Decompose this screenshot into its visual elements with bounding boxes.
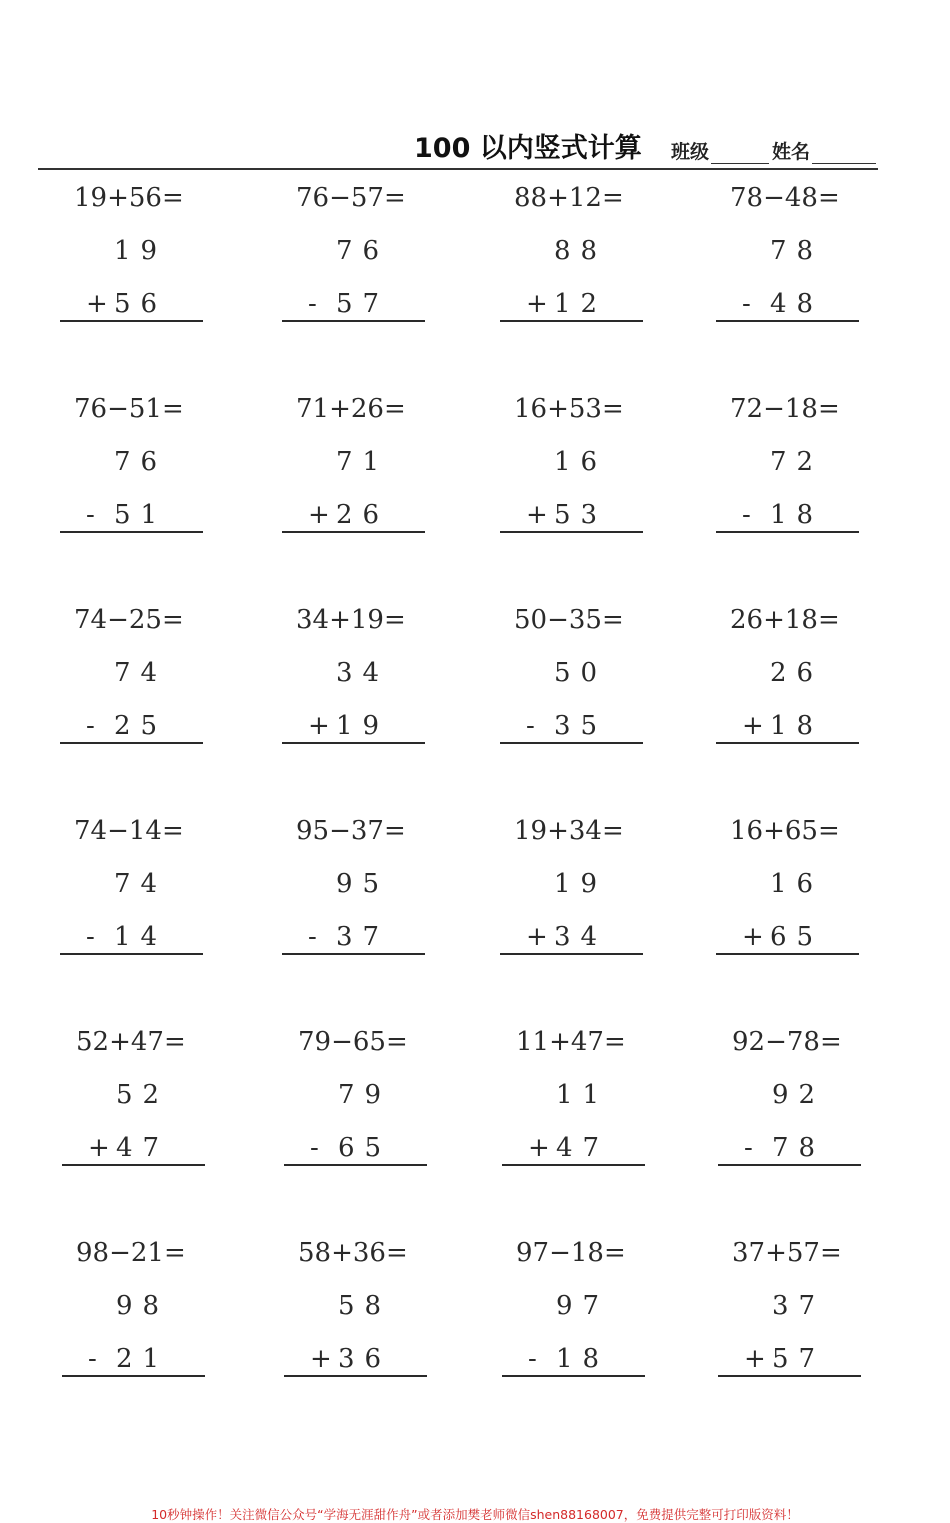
bottom-number: 34: [554, 922, 608, 952]
name-blank-line: [812, 143, 876, 164]
header-divider: [38, 168, 878, 170]
answer-line: [60, 320, 203, 322]
problem-expression: 74−14=: [74, 816, 184, 846]
answer-line: [716, 742, 859, 744]
footer-promo-text: 10秒钟操作！关注微信公众号“学海无涯甜作舟”或者添加樊老师微信shen88168007，免费提供完整可打印版资料！: [151, 1507, 799, 1522]
top-number: 11: [556, 1080, 610, 1110]
problem-cell: [500, 814, 650, 974]
bottom-number: 51: [114, 500, 168, 530]
top-number: 92: [772, 1080, 826, 1110]
answer-line: [500, 531, 643, 533]
bottom-row: [308, 498, 389, 532]
operator-sign: +: [308, 500, 330, 530]
operator-sign: +: [88, 1133, 110, 1163]
problem-cell: [716, 814, 866, 974]
operator-sign: +: [308, 711, 330, 741]
class-field: [671, 137, 769, 164]
bottom-row: [742, 709, 823, 743]
bottom-row: [742, 498, 823, 532]
problem-cell: [60, 392, 210, 552]
problem-expression: 50−35=: [514, 605, 624, 635]
bottom-number: 65: [770, 922, 824, 952]
problem-expression: 76−57=: [296, 183, 406, 213]
operator-sign: -: [526, 711, 535, 741]
top-number: 98: [116, 1291, 170, 1321]
answer-line: [282, 742, 425, 744]
problem-expression: 26+18=: [730, 605, 840, 635]
bottom-number: 19: [336, 711, 390, 741]
problem-expression: 19+56=: [74, 183, 184, 213]
top-number: 52: [116, 1080, 170, 1110]
top-number: 72: [770, 447, 824, 477]
operator-sign: -: [88, 1344, 97, 1374]
operator-sign: +: [742, 711, 764, 741]
top-number: 71: [336, 447, 390, 477]
bottom-row: [742, 920, 823, 954]
top-number: 74: [114, 869, 168, 899]
problem-cell: [60, 181, 210, 341]
answer-line: [282, 531, 425, 533]
answer-line: [500, 953, 643, 955]
bottom-number: 36: [338, 1344, 392, 1374]
problem-expression: 92−78=: [732, 1027, 842, 1057]
top-number: 76: [336, 236, 390, 266]
bottom-number: 18: [556, 1344, 610, 1374]
bottom-number: 78: [772, 1133, 826, 1163]
answer-line: [502, 1164, 645, 1166]
operator-sign: -: [528, 1344, 537, 1374]
problem-cell: [500, 603, 650, 763]
bottom-number: 48: [770, 289, 824, 319]
bottom-row: [310, 1342, 391, 1376]
problem-cell: [282, 392, 432, 552]
problem-cell: [500, 181, 650, 341]
bottom-row: [86, 709, 167, 743]
problem-cell: [282, 603, 432, 763]
bottom-number: 56: [114, 289, 168, 319]
operator-sign: +: [310, 1344, 332, 1374]
bottom-number: 65: [338, 1133, 392, 1163]
answer-line: [60, 531, 203, 533]
answer-line: [284, 1375, 427, 1377]
problem-cell: [60, 814, 210, 974]
problem-cell: [60, 603, 210, 763]
problem-expression: 78−48=: [730, 183, 840, 213]
bottom-number: 18: [770, 711, 824, 741]
bottom-number: 35: [554, 711, 608, 741]
bottom-row: [526, 920, 607, 954]
answer-line: [716, 531, 859, 533]
operator-sign: -: [86, 922, 95, 952]
operator-sign: -: [744, 1133, 753, 1163]
answer-line: [718, 1164, 861, 1166]
operator-sign: +: [744, 1344, 766, 1374]
answer-line: [282, 320, 425, 322]
operator-sign: +: [528, 1133, 550, 1163]
problem-cell: [718, 1025, 868, 1185]
answer-line: [502, 1375, 645, 1377]
bottom-number: 12: [554, 289, 608, 319]
problem-expression: 16+65=: [730, 816, 840, 846]
bottom-row: [308, 920, 389, 954]
operator-sign: -: [742, 500, 751, 530]
top-number: 78: [770, 236, 824, 266]
operator-sign: +: [526, 922, 548, 952]
problem-expression: 98−21=: [76, 1238, 186, 1268]
top-number: 19: [114, 236, 168, 266]
bottom-row: [526, 709, 607, 743]
operator-sign: +: [526, 500, 548, 530]
top-number: 16: [554, 447, 608, 477]
problem-cell: [500, 392, 650, 552]
class-blank-line: [711, 143, 769, 164]
top-number: 88: [554, 236, 608, 266]
answer-line: [716, 953, 859, 955]
operator-sign: +: [526, 289, 548, 319]
bottom-row: [86, 498, 167, 532]
top-number: 50: [554, 658, 608, 688]
problem-expression: 76−51=: [74, 394, 184, 424]
problem-cell: [502, 1236, 652, 1396]
top-number: 26: [770, 658, 824, 688]
bottom-row: [88, 1131, 169, 1165]
top-number: 34: [336, 658, 390, 688]
operator-sign: -: [86, 500, 95, 530]
problem-expression: 97−18=: [516, 1238, 626, 1268]
problem-cell: [62, 1236, 212, 1396]
problem-cell: [716, 392, 866, 552]
answer-line: [62, 1164, 205, 1166]
class-label: 班级: [671, 141, 710, 163]
operator-sign: -: [308, 922, 317, 952]
top-number: 79: [338, 1080, 392, 1110]
top-number: 19: [554, 869, 608, 899]
problem-expression: 72−18=: [730, 394, 840, 424]
operator-sign: -: [86, 711, 95, 741]
bottom-row: [86, 287, 167, 321]
bottom-number: 47: [556, 1133, 610, 1163]
bottom-number: 18: [770, 500, 824, 530]
answer-line: [716, 320, 859, 322]
bottom-number: 25: [114, 711, 168, 741]
top-number: 95: [336, 869, 390, 899]
bottom-row: [88, 1342, 169, 1376]
problem-cell: [502, 1025, 652, 1185]
operator-sign: -: [310, 1133, 319, 1163]
top-number: 76: [114, 447, 168, 477]
answer-line: [60, 742, 203, 744]
bottom-row: [86, 920, 167, 954]
problem-expression: 88+12=: [514, 183, 624, 213]
name-field: [772, 137, 876, 164]
bottom-row: [308, 709, 389, 743]
problem-cell: [716, 603, 866, 763]
problem-cell: [284, 1025, 434, 1185]
bottom-row: [528, 1342, 609, 1376]
answer-line: [718, 1375, 861, 1377]
bottom-row: [308, 287, 389, 321]
bottom-number: 21: [116, 1344, 170, 1374]
bottom-number: 47: [116, 1133, 170, 1163]
bottom-number: 57: [772, 1344, 826, 1374]
operator-sign: +: [86, 289, 108, 319]
bottom-row: [528, 1131, 609, 1165]
operator-sign: -: [308, 289, 317, 319]
problem-cell: [62, 1025, 212, 1185]
bottom-row: [742, 287, 823, 321]
bottom-row: [526, 287, 607, 321]
problem-expression: 79−65=: [298, 1027, 408, 1057]
bottom-row: [744, 1131, 825, 1165]
top-number: 58: [338, 1291, 392, 1321]
bottom-number: 26: [336, 500, 390, 530]
problem-expression: 52+47=: [76, 1027, 186, 1057]
problem-expression: 34+19=: [296, 605, 406, 635]
top-number: 37: [772, 1291, 826, 1321]
answer-line: [60, 953, 203, 955]
top-number: 97: [556, 1291, 610, 1321]
worksheet-title: 100 以内竖式计算: [414, 133, 642, 164]
problem-cell: [284, 1236, 434, 1396]
problem-cell: [716, 181, 866, 341]
top-number: 74: [114, 658, 168, 688]
problem-cell: [282, 814, 432, 974]
bottom-number: 57: [336, 289, 390, 319]
answer-line: [284, 1164, 427, 1166]
answer-line: [500, 320, 643, 322]
bottom-row: [310, 1131, 391, 1165]
answer-line: [62, 1375, 205, 1377]
answer-line: [282, 953, 425, 955]
problem-expression: 71+26=: [296, 394, 406, 424]
answer-line: [500, 742, 643, 744]
problem-cell: [282, 181, 432, 341]
operator-sign: +: [742, 922, 764, 952]
bottom-number: 37: [336, 922, 390, 952]
top-number: 16: [770, 869, 824, 899]
problem-expression: 74−25=: [74, 605, 184, 635]
bottom-row: [744, 1342, 825, 1376]
problem-expression: 11+47=: [516, 1027, 626, 1057]
problem-cell: [718, 1236, 868, 1396]
bottom-number: 14: [114, 922, 168, 952]
bottom-row: [526, 498, 607, 532]
name-label: 姓名: [772, 141, 811, 163]
problem-expression: 16+53=: [514, 394, 624, 424]
problem-expression: 19+34=: [514, 816, 624, 846]
problem-expression: 37+57=: [732, 1238, 842, 1268]
problem-expression: 95−37=: [296, 816, 406, 846]
problem-expression: 58+36=: [298, 1238, 408, 1268]
operator-sign: -: [742, 289, 751, 319]
bottom-number: 53: [554, 500, 608, 530]
